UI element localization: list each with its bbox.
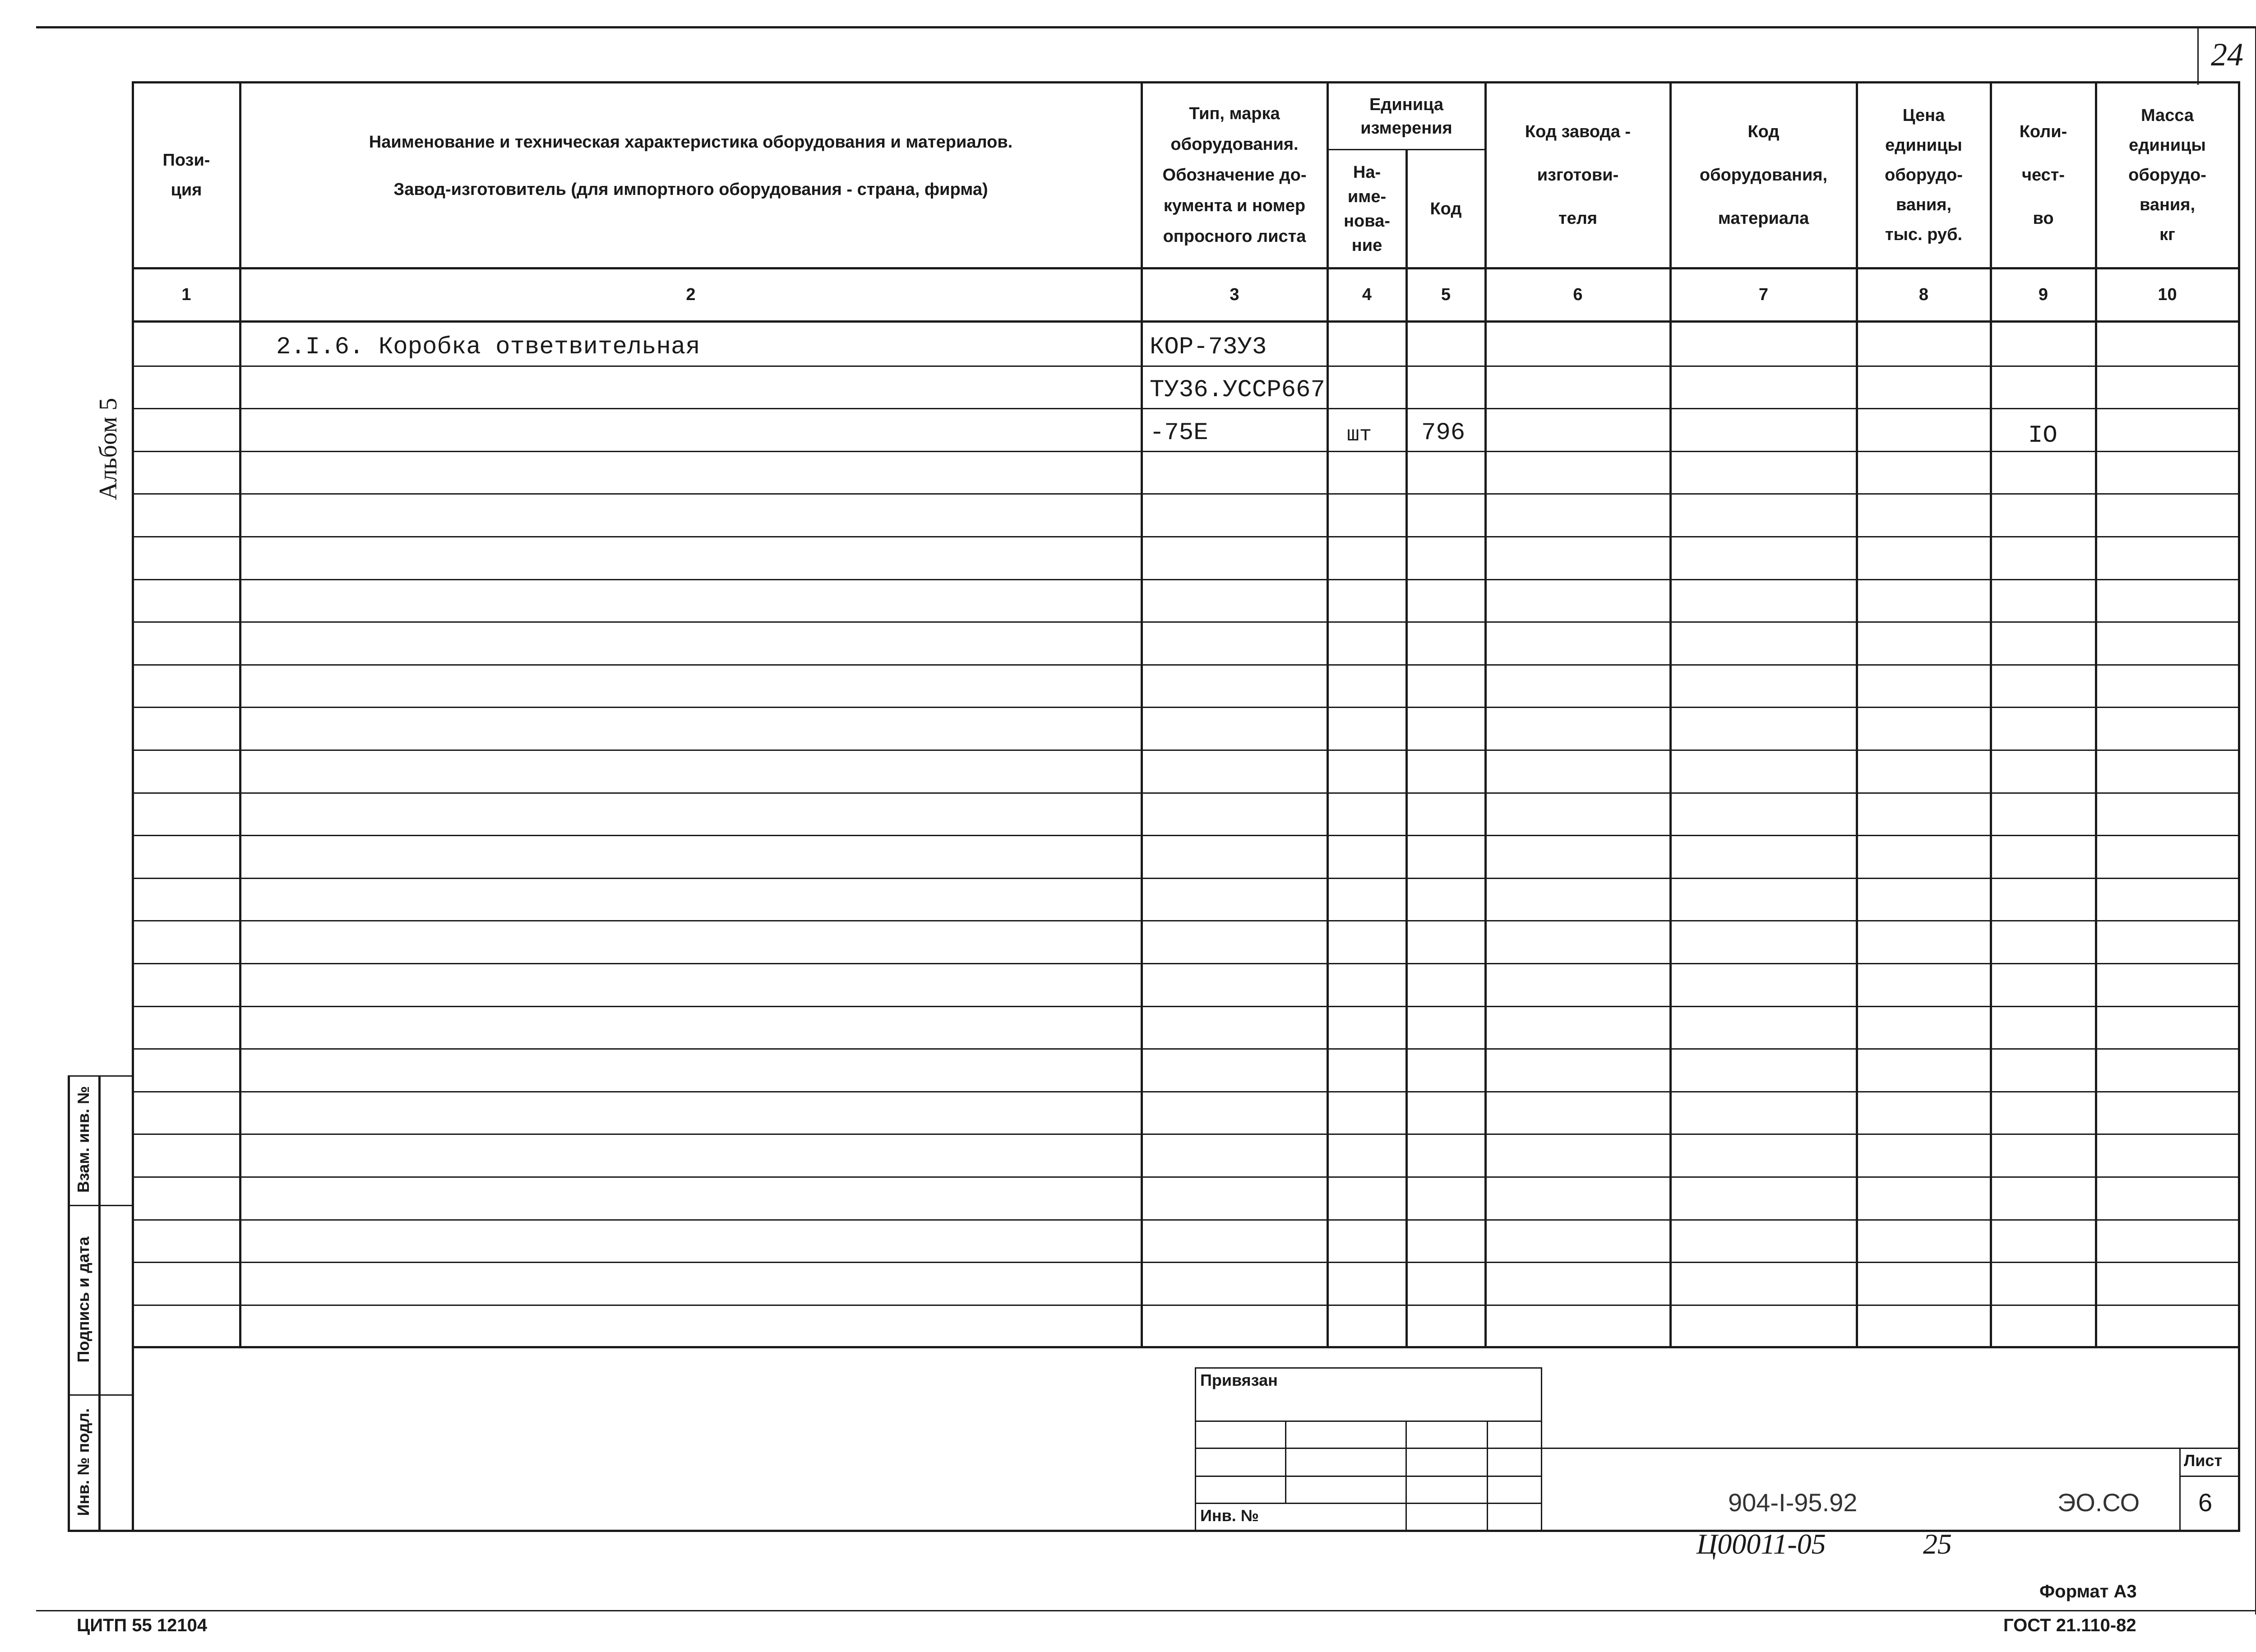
- citp-label: ЦИТП 55 12104: [77, 1615, 208, 1635]
- corner-page-number: 24: [2211, 37, 2243, 73]
- row-3-quantity: IO: [2028, 422, 2057, 449]
- privyazan-label: Привязан: [1200, 1371, 1278, 1389]
- row-separator: [132, 1048, 2240, 1050]
- row-separator: [132, 920, 2240, 921]
- row-separator: [132, 1134, 2240, 1135]
- header-quantity: Коли- чест- во: [2019, 122, 2067, 228]
- privyazan-col-2: [1405, 1421, 1407, 1531]
- header-type: Тип, марка оборудования. Обозначение до- кумента и номер опросного листа: [1162, 104, 1307, 246]
- privyazan-sep-3: [1195, 1476, 1542, 1477]
- privyazan-left: [1195, 1367, 1196, 1531]
- list-box-split: [2179, 1476, 2239, 1477]
- stamp-sep-1: [68, 1205, 133, 1206]
- column-number: 1: [181, 285, 191, 304]
- inv-no-label: Инв. №: [1200, 1506, 1259, 1525]
- row-separator: [132, 493, 2240, 495]
- main-stamp-top: [1542, 1448, 2239, 1449]
- stamp-right-line: [98, 1075, 101, 1532]
- column-number: 9: [2038, 285, 2048, 304]
- row-separator: [132, 835, 2240, 836]
- row-3-type: -75Е: [1150, 419, 1208, 447]
- top-border: [36, 26, 2256, 28]
- column-number: 5: [1441, 285, 1451, 304]
- row-separator: [132, 536, 2240, 537]
- list-number: 6: [2198, 1488, 2213, 1517]
- stamp-inv-podl: Инв. № подл.: [74, 1408, 92, 1516]
- header-position: Пози- ция: [162, 150, 210, 199]
- privyazan-sep-2: [1195, 1448, 1542, 1449]
- stamp-vzam-inv: Взам. инв. №: [74, 1086, 92, 1193]
- privyazan-top: [1195, 1367, 1542, 1369]
- row-separator: [132, 1176, 2240, 1178]
- stamp-sep-2: [68, 1394, 133, 1396]
- row-separator: [132, 664, 2240, 666]
- row-separator: [132, 707, 2240, 708]
- row-separator: [132, 1219, 2240, 1221]
- header-name-line2: Завод-изготовитель (для импортного оборудования - страна, фирма): [393, 180, 988, 199]
- row-1-name: 2.I.6. Коробка ответвительная: [276, 333, 700, 361]
- table-right-line: [2238, 81, 2240, 1530]
- header-factory-code: Код завода - изготови- теля: [1525, 122, 1631, 228]
- row-separator: [132, 579, 2240, 580]
- row-3-unit-code: 796: [1421, 419, 1465, 447]
- privyazan-right: [1541, 1367, 1542, 1531]
- handwritten-page: 25: [1923, 1528, 1952, 1560]
- header-equipment-code: Код оборудования, материала: [1699, 122, 1828, 228]
- privyazan-col-1: [1285, 1421, 1286, 1503]
- list-box-left: [2179, 1448, 2181, 1531]
- row-separator: [132, 1091, 2240, 1092]
- stamp-top: [68, 1075, 133, 1077]
- section-code: ЭО.СО: [2057, 1488, 2140, 1517]
- row-separator: [132, 750, 2240, 751]
- format-label: Формат А3: [2039, 1582, 2137, 1601]
- header-unit-name: На- име- нова- ние: [1344, 162, 1390, 255]
- handwritten-doc-code: Ц00011-05: [1697, 1528, 1826, 1560]
- row-separator: [132, 792, 2240, 794]
- stamp-left-line: [68, 1075, 70, 1532]
- privyazan-sep-1: [1195, 1421, 1542, 1422]
- document-code: 904-I-95.92: [1728, 1488, 1858, 1517]
- gost-label: ГОСТ 21.110-82: [2003, 1615, 2136, 1635]
- column-number: 10: [2158, 285, 2177, 304]
- colnum-bottom-line: [132, 320, 2240, 323]
- header-name-line1: Наименование и техническая характеристика оборудования и материалов.: [369, 133, 1013, 152]
- corner-box-left: [2197, 26, 2199, 85]
- header-unit-price: Цена единицы оборудо- вания, тыс. руб.: [1885, 106, 1963, 244]
- stamp-podpis-data: Подпись и дата: [74, 1236, 92, 1363]
- privyazan-col-3: [1487, 1421, 1488, 1531]
- list-label: Лист: [2184, 1451, 2223, 1470]
- unit-header-split: [1327, 149, 1484, 150]
- header-unit-mass: Масса единицы оборудо- вания, кг: [2128, 106, 2206, 244]
- column-number: 3: [1230, 285, 1239, 304]
- row-separator: [132, 878, 2240, 879]
- row-separator: [132, 1006, 2240, 1007]
- frame-bottom-line: [68, 1530, 2240, 1532]
- album-label: Альбом 5: [94, 398, 122, 500]
- row-separator: [132, 1262, 2240, 1263]
- row-2-type: ТУ36.УССР667: [1150, 376, 1325, 404]
- column-number: 4: [1362, 285, 1372, 304]
- row-separator: [132, 621, 2240, 623]
- header-unit-code: Код: [1430, 199, 1462, 218]
- row-3-unit-name: шт: [1347, 423, 1372, 447]
- column-number: 8: [1919, 285, 1929, 304]
- table-body-bottom-line: [132, 1346, 2240, 1348]
- row-1-type: КОР-73У3: [1150, 333, 1267, 361]
- row-separator: [132, 1305, 2240, 1306]
- col-sep-4: [1405, 149, 1408, 1347]
- footer-line: [36, 1610, 2256, 1611]
- header-unit: Единица измерения: [1360, 95, 1452, 138]
- column-number: 2: [686, 285, 696, 304]
- row-separator: [132, 963, 2240, 964]
- column-number: 7: [1758, 285, 1769, 304]
- column-number: 6: [1573, 285, 1583, 304]
- privyazan-sep-4: [1195, 1503, 1542, 1504]
